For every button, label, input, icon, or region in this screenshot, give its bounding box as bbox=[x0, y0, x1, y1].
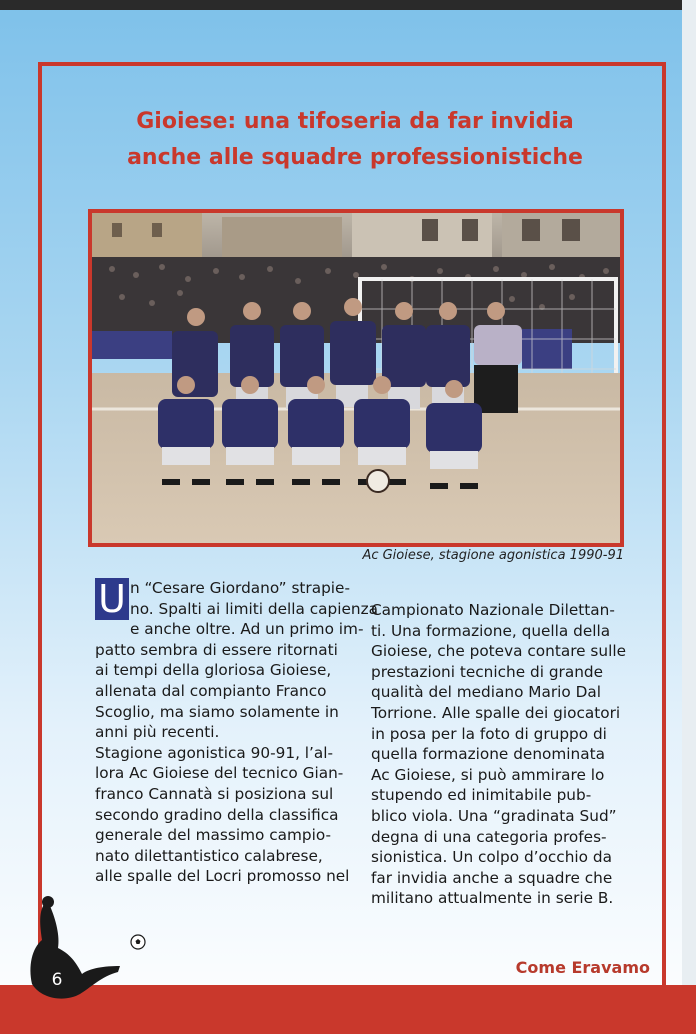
article-text-left bbox=[95, 578, 379, 887]
drop-cap: U bbox=[95, 578, 129, 620]
right-line: sionistica. Un colpo d’occhio da bbox=[371, 848, 612, 867]
article-column-left bbox=[95, 577, 379, 887]
soccer-player-silhouette-icon bbox=[18, 896, 128, 1006]
page-number: 6 bbox=[51, 970, 63, 990]
soccer-ball-icon bbox=[130, 934, 146, 950]
right-line: militano attualmente in serie B. bbox=[371, 889, 614, 908]
left-line: lora Ac Gioiese del tecnico Gian- bbox=[95, 764, 344, 783]
right-line: Gioiese, che poteva contare sulle bbox=[371, 642, 627, 661]
team-photo-illustration bbox=[92, 213, 620, 543]
right-line: in posa per la foto di gruppo di bbox=[371, 724, 607, 743]
left-line: generale del massimo campio- bbox=[95, 826, 332, 845]
left-line: anni più recenti. bbox=[95, 723, 220, 742]
right-line: prestazioni tecniche di grande bbox=[371, 662, 604, 681]
right-line: Campionato Nazionale Dilettan- bbox=[371, 601, 615, 619]
article-text-right bbox=[371, 600, 631, 909]
right-line: Torrione. Alle spalle dei giocatori bbox=[371, 703, 621, 722]
left-line: n “Cesare Giordano” strapie- bbox=[130, 579, 350, 597]
top-edge bbox=[0, 0, 696, 10]
left-line: no. Spalti ai limiti della capienza bbox=[130, 599, 379, 618]
article-column-right bbox=[371, 600, 631, 909]
left-line: allenata dal compianto Franco bbox=[95, 681, 327, 700]
right-line: stupendo ed inimitabile pub- bbox=[371, 786, 592, 805]
left-line: nato dilettantistico calabrese, bbox=[95, 846, 323, 865]
left-line: alle spalle del Locri promosso nel bbox=[95, 867, 350, 886]
team-photo bbox=[88, 209, 624, 547]
right-line: far invidia anche a squadre che bbox=[371, 868, 613, 887]
left-line: ai tempi della gloriosa Gioiese, bbox=[95, 661, 332, 680]
left-line: Scoglio, ma siamo solamente in bbox=[95, 702, 339, 721]
left-line: patto sembra di essere ritornati bbox=[95, 640, 338, 659]
right-line: Ac Gioiese, si può ammirare lo bbox=[371, 765, 605, 784]
right-edge bbox=[682, 0, 696, 1034]
right-line: ti. Una formazione, quella della bbox=[371, 621, 611, 640]
right-line: qualità del mediano Mario Dal bbox=[371, 683, 602, 702]
page-title bbox=[60, 104, 650, 176]
title-line-1: Gioiese: una tifoseria da far invidia bbox=[136, 109, 574, 134]
right-line: degna di una categoria profes- bbox=[371, 827, 607, 846]
title-line-2: anche alle squadre professionistiche bbox=[127, 145, 583, 170]
photo-caption: Ac Gioiese, stagione agonistica 1990-91 bbox=[362, 548, 624, 563]
right-line: quella formazione denominata bbox=[371, 745, 605, 764]
left-line: franco Cannatà si posiziona sul bbox=[95, 784, 334, 803]
series-title: Come Eravamo bbox=[515, 958, 650, 977]
left-line: e anche oltre. Ad un primo im- bbox=[130, 620, 364, 639]
right-line: blico viola. Una “gradinata Sud” bbox=[371, 806, 617, 825]
left-line: secondo gradino della classifica bbox=[95, 805, 339, 824]
left-line: Stagione agonistica 90-91, l’al- bbox=[95, 743, 334, 762]
